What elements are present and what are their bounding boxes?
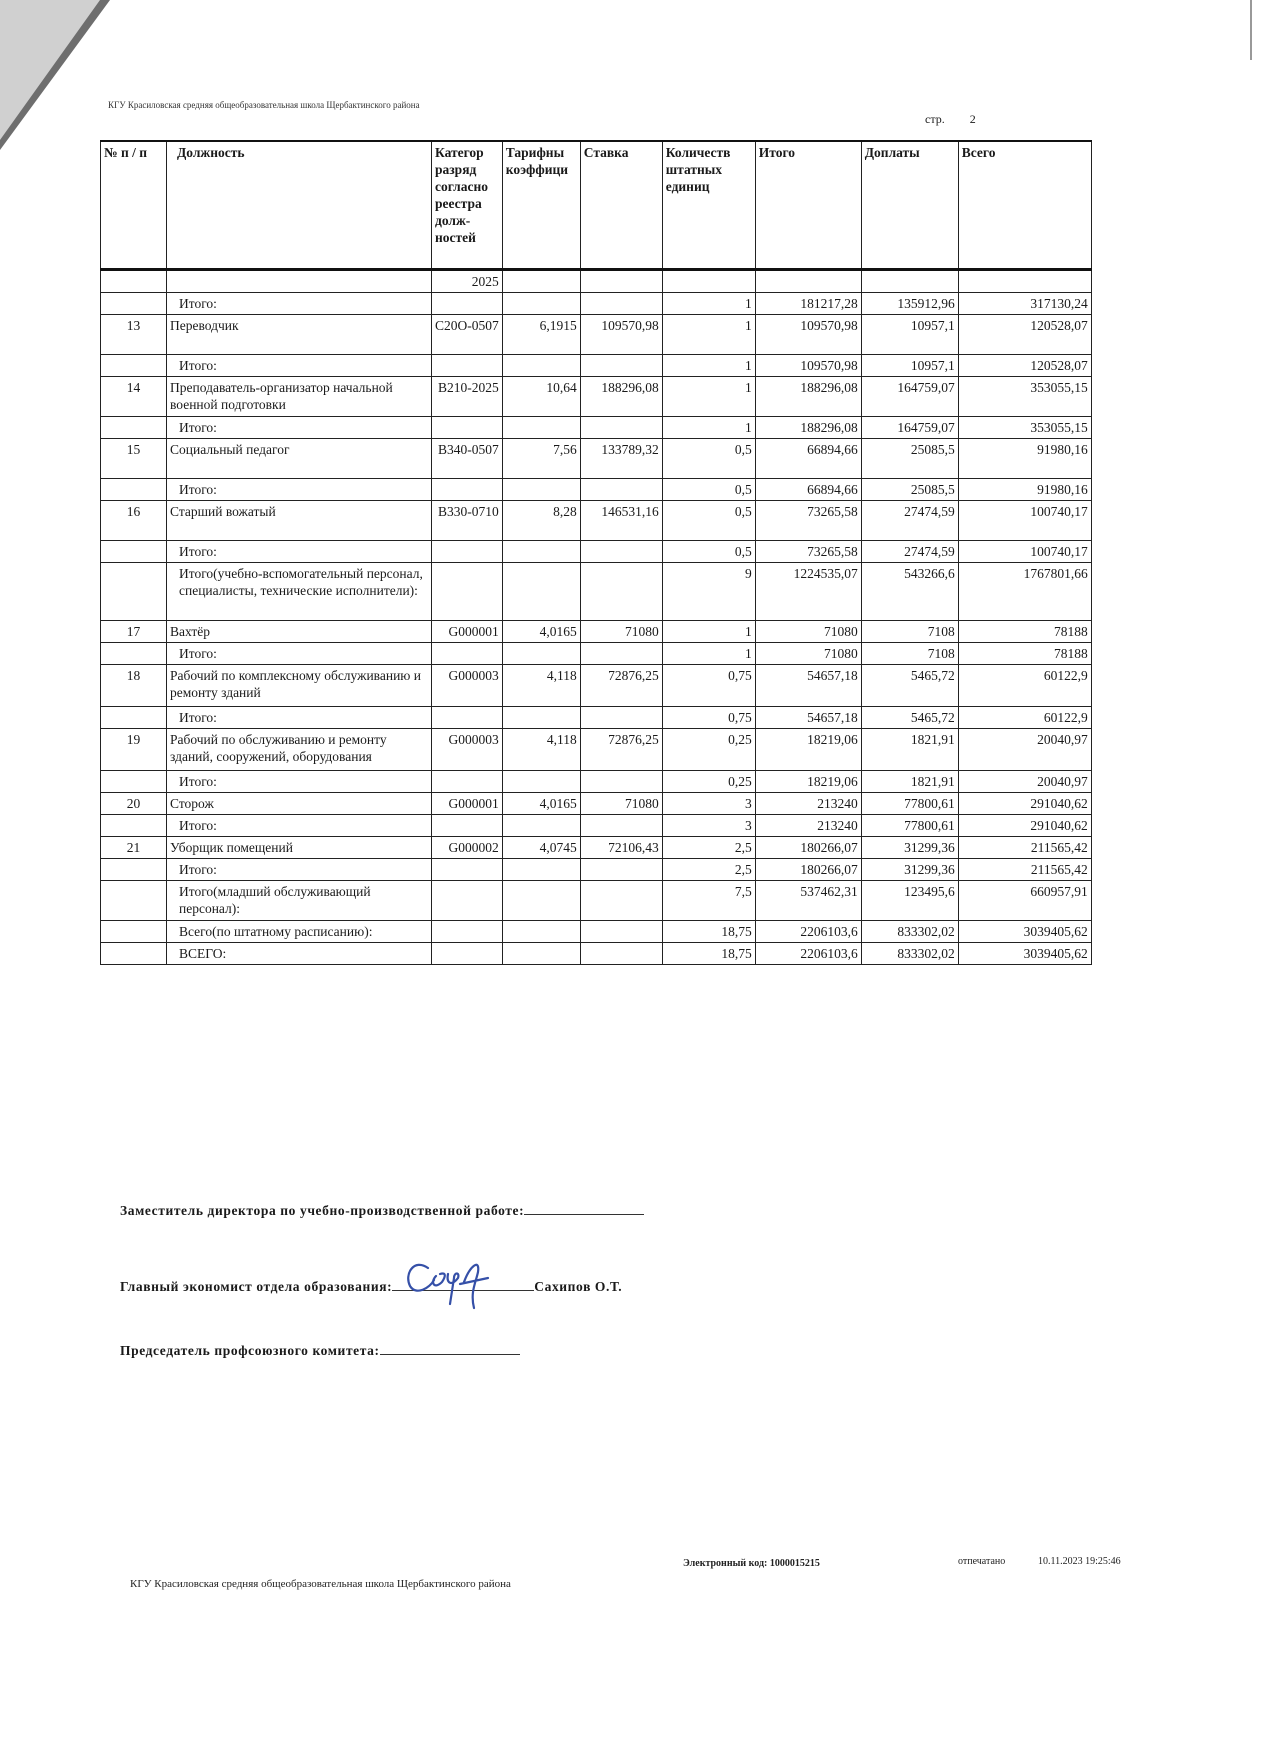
category-cell: G000003: [432, 664, 503, 706]
qty-cell: 1: [662, 354, 755, 376]
position-cell: Рабочий по комплексному обслуживанию и ремонту зданий: [167, 664, 432, 706]
itogo-cell: 180266,07: [755, 836, 861, 858]
rate-cell: [580, 770, 662, 792]
position-cell: Итого:: [167, 858, 432, 880]
rate-cell: [580, 814, 662, 836]
signature-deputy-label: Заместитель директора по учебно-производственной работе:: [120, 1203, 525, 1218]
row-number: [101, 562, 167, 620]
coef-cell: [502, 942, 580, 964]
coef-cell: [502, 292, 580, 314]
itogo-cell: 181217,28: [755, 292, 861, 314]
doplaty-cell: 25085,5: [861, 478, 958, 500]
category-cell: [432, 814, 503, 836]
col-header-qty: Количеств штатных единиц: [662, 141, 755, 269]
vsego-cell: 291040,62: [958, 792, 1091, 814]
itogo-cell: 54657,18: [755, 706, 861, 728]
position-cell: Всего(по штатному расписанию):: [167, 920, 432, 942]
category-cell: [432, 642, 503, 664]
rate-cell: [580, 706, 662, 728]
total-row: [101, 814, 1092, 836]
total-row: [101, 540, 1092, 562]
vsego-cell: 120528,07: [958, 314, 1091, 354]
coef-cell: [502, 478, 580, 500]
row-number: 18: [101, 664, 167, 706]
doplaty-cell: 164759,07: [861, 416, 958, 438]
rate-cell: [580, 920, 662, 942]
rate-cell: 72876,25: [580, 664, 662, 706]
coef-cell: [502, 354, 580, 376]
total-row: [101, 642, 1092, 664]
vsego-cell: 317130,24: [958, 292, 1091, 314]
itogo-cell: 188296,08: [755, 416, 861, 438]
table-row: [101, 836, 1092, 858]
doplaty-cell: 10957,1: [861, 314, 958, 354]
itogo-cell: 2206103,6: [755, 942, 861, 964]
table-row: [101, 664, 1092, 706]
table-row: [101, 500, 1092, 540]
doplaty-cell: 10957,1: [861, 354, 958, 376]
coef-cell: 8,28: [502, 500, 580, 540]
coef-cell: 4,0745: [502, 836, 580, 858]
signature-union-line: [380, 1354, 520, 1355]
itogo-cell: 18219,06: [755, 728, 861, 770]
row-number: [101, 354, 167, 376]
signature-deputy-line: [524, 1214, 644, 1215]
category-cell: [432, 354, 503, 376]
col-header-coef: Тарифны коэффици: [502, 141, 580, 269]
rate-cell: [580, 540, 662, 562]
row-number: 17: [101, 620, 167, 642]
category-cell: В330-0710: [432, 500, 503, 540]
doplaty-cell: 164759,07: [861, 376, 958, 416]
staff-schedule-table: [100, 140, 1092, 965]
signature-deputy: [120, 1203, 644, 1219]
page-number-value: 2: [969, 112, 976, 126]
col-header-doplaty: Доплаты: [861, 141, 958, 269]
vsego-cell: 91980,16: [958, 438, 1091, 478]
vsego-cell: 60122,9: [958, 706, 1091, 728]
coef-cell: 10,64: [502, 376, 580, 416]
position-cell: Итого:: [167, 540, 432, 562]
total-row: [101, 416, 1092, 438]
coef-cell: 4,0165: [502, 792, 580, 814]
qty-cell: 0,5: [662, 438, 755, 478]
qty-cell: 18,75: [662, 920, 755, 942]
position-cell: Итого:: [167, 292, 432, 314]
total-row: [101, 562, 1092, 620]
row-number: 21: [101, 836, 167, 858]
doplaty-cell: 543266,6: [861, 562, 958, 620]
doplaty-cell: 77800,61: [861, 814, 958, 836]
qty-cell: 0,75: [662, 664, 755, 706]
col-header-category: Категор разряд согласно реестра долж-ностей: [432, 141, 503, 269]
coef-cell: 7,56: [502, 438, 580, 478]
vsego-cell: 211565,42: [958, 836, 1091, 858]
row-number: [101, 880, 167, 920]
rate-cell: [580, 562, 662, 620]
doplaty-cell: 31299,36: [861, 836, 958, 858]
vsego-cell: 100740,17: [958, 500, 1091, 540]
row-number: [101, 706, 167, 728]
rate-cell: 71080: [580, 620, 662, 642]
coef-cell: 4,118: [502, 664, 580, 706]
itogo-cell: 66894,66: [755, 478, 861, 500]
position-cell: Итого:: [167, 642, 432, 664]
doplaty-cell: 135912,96: [861, 292, 958, 314]
organization-header: КГУ Красиловская средняя общеобразовательная школа Щербактинского района: [108, 100, 420, 110]
qty-cell: 1: [662, 416, 755, 438]
position-cell: Рабочий по обслуживанию и ремонту зданий, сооружений, оборудования: [167, 728, 432, 770]
qty-cell: 9: [662, 562, 755, 620]
row-number: [101, 770, 167, 792]
vsego-cell: 78188: [958, 642, 1091, 664]
total-row: [101, 858, 1092, 880]
coef-cell: [502, 814, 580, 836]
qty-cell: 2,5: [662, 858, 755, 880]
signature-economist-line: [392, 1290, 534, 1291]
table-row: [101, 376, 1092, 416]
itogo-cell: 109570,98: [755, 314, 861, 354]
row-number: [101, 858, 167, 880]
position-cell: Переводчик: [167, 314, 432, 354]
vsego-cell: 60122,9: [958, 664, 1091, 706]
itogo-cell: 188296,08: [755, 376, 861, 416]
doplaty-cell: 833302,02: [861, 920, 958, 942]
itogo-cell: 1224535,07: [755, 562, 861, 620]
qty-cell: 1: [662, 642, 755, 664]
itogo-cell: 18219,06: [755, 770, 861, 792]
qty-cell: 0,25: [662, 728, 755, 770]
row-number: [101, 292, 167, 314]
row-number: 20: [101, 792, 167, 814]
table-header-row: [101, 141, 1092, 269]
rate-cell: [580, 416, 662, 438]
category-cell: G000001: [432, 792, 503, 814]
col-header-no: № п / п: [101, 141, 167, 269]
vsego-cell: 291040,62: [958, 814, 1091, 836]
rate-cell: 72876,25: [580, 728, 662, 770]
rate-cell: [580, 478, 662, 500]
total-row: [101, 942, 1092, 964]
doplaty-cell: 27474,59: [861, 540, 958, 562]
coef-cell: 4,118: [502, 728, 580, 770]
vsego-cell: 660957,91: [958, 880, 1091, 920]
vsego-cell: 353055,15: [958, 416, 1091, 438]
rate-cell: [580, 642, 662, 664]
rate-cell: 146531,16: [580, 500, 662, 540]
rate-cell: 71080: [580, 792, 662, 814]
coef-cell: [502, 642, 580, 664]
rate-cell: [580, 354, 662, 376]
page-number: [925, 112, 976, 127]
col-header-itogo: Итого: [755, 141, 861, 269]
category-cell: [432, 416, 503, 438]
row-number: [101, 942, 167, 964]
doplaty-cell: 1821,91: [861, 728, 958, 770]
itogo-cell: 73265,58: [755, 500, 861, 540]
position-cell: Итого(младший обслуживающий персонал):: [167, 880, 432, 920]
printed-timestamp: 10.11.2023 19:25:46: [1038, 1556, 1121, 1567]
table-row: [101, 438, 1092, 478]
category-cell: [432, 770, 503, 792]
position-cell: ВСЕГО:: [167, 942, 432, 964]
table-row: [101, 792, 1092, 814]
itogo-cell: 213240: [755, 792, 861, 814]
doplaty-cell: 1821,91: [861, 770, 958, 792]
position-cell: Старший вожатый: [167, 500, 432, 540]
coef-cell: 6,1915: [502, 314, 580, 354]
vsego-cell: 211565,42: [958, 858, 1091, 880]
total-row: [101, 478, 1092, 500]
doplaty-cell: 7108: [861, 620, 958, 642]
position-cell: Итого:: [167, 416, 432, 438]
qty-cell: 1: [662, 376, 755, 416]
vsego-cell: 3039405,62: [958, 942, 1091, 964]
rate-cell: 109570,98: [580, 314, 662, 354]
vsego-cell: 1767801,66: [958, 562, 1091, 620]
rate-cell: [580, 942, 662, 964]
category-cell: [432, 942, 503, 964]
organization-footer: КГУ Красиловская средняя общеобразовательная школа Щербактинского района: [130, 1578, 511, 1590]
position-cell: Сторож: [167, 792, 432, 814]
vsego-cell: 78188: [958, 620, 1091, 642]
handwritten-signature-icon: [400, 1252, 520, 1312]
itogo-cell: 109570,98: [755, 354, 861, 376]
vsego-cell: 91980,16: [958, 478, 1091, 500]
rate-cell: [580, 880, 662, 920]
itogo-cell: 71080: [755, 642, 861, 664]
qty-cell: 3: [662, 814, 755, 836]
doplaty-cell: 123495,6: [861, 880, 958, 920]
coef-cell: 4,0165: [502, 620, 580, 642]
doplaty-cell: 833302,02: [861, 942, 958, 964]
qty-cell: 1: [662, 292, 755, 314]
category-cell: В340-0507: [432, 438, 503, 478]
row-number: [101, 920, 167, 942]
vsego-cell: 3039405,62: [958, 920, 1091, 942]
coef-cell: [502, 858, 580, 880]
qty-cell: 0,5: [662, 500, 755, 540]
doplaty-cell: 5465,72: [861, 664, 958, 706]
col-header-position: Должность: [167, 141, 432, 269]
position-cell: Итого:: [167, 814, 432, 836]
total-row: [101, 706, 1092, 728]
qty-cell: 2,5: [662, 836, 755, 858]
table-body: [101, 269, 1092, 964]
itogo-cell: 537462,31: [755, 880, 861, 920]
category-cell: G000003: [432, 728, 503, 770]
doplaty-cell: 31299,36: [861, 858, 958, 880]
position-cell: Вахтёр: [167, 620, 432, 642]
col-header-vsego: Всего: [958, 141, 1091, 269]
signature-union: [120, 1343, 520, 1359]
economist-name: Сахипов О.Т.: [534, 1279, 623, 1294]
printed-label: отпечатано: [958, 1556, 1006, 1567]
signature-union-label: Председатель профсоюзного комитета:: [120, 1343, 380, 1358]
coef-cell: [502, 416, 580, 438]
qty-cell: 0,75: [662, 706, 755, 728]
rate-cell: 72106,43: [580, 836, 662, 858]
coef-cell: [502, 770, 580, 792]
page-fold: [0, 0, 100, 140]
qty-cell: 3: [662, 792, 755, 814]
carry-year: 2025: [432, 269, 503, 292]
table-row: [101, 620, 1092, 642]
category-cell: [432, 920, 503, 942]
qty-cell: 1: [662, 620, 755, 642]
itogo-cell: 66894,66: [755, 438, 861, 478]
row-number: [101, 416, 167, 438]
category-cell: [432, 540, 503, 562]
qty-cell: 18,75: [662, 942, 755, 964]
category-cell: С20О-0507: [432, 314, 503, 354]
row-number: [101, 814, 167, 836]
rate-cell: [580, 858, 662, 880]
table-row: [101, 314, 1092, 354]
qty-cell: 0,5: [662, 540, 755, 562]
doplaty-cell: 7108: [861, 642, 958, 664]
signature-economist: [120, 1279, 622, 1295]
total-row: [101, 354, 1092, 376]
coef-cell: [502, 540, 580, 562]
vsego-cell: 120528,07: [958, 354, 1091, 376]
itogo-cell: 71080: [755, 620, 861, 642]
table-row: [101, 728, 1092, 770]
coef-cell: [502, 880, 580, 920]
signature-economist-label: Главный экономист отдела образования:: [120, 1279, 393, 1294]
rate-cell: 133789,32: [580, 438, 662, 478]
doplaty-cell: 27474,59: [861, 500, 958, 540]
doplaty-cell: 77800,61: [861, 792, 958, 814]
rate-cell: [580, 292, 662, 314]
itogo-cell: 180266,07: [755, 858, 861, 880]
row-number: 16: [101, 500, 167, 540]
coef-cell: [502, 562, 580, 620]
total-row: [101, 920, 1092, 942]
category-cell: [432, 292, 503, 314]
qty-cell: 0,5: [662, 478, 755, 500]
total-row: [101, 770, 1092, 792]
scan-edge: [1250, 0, 1252, 60]
electronic-code: Электронный код: 1000015215: [683, 1558, 820, 1569]
row-number: 13: [101, 314, 167, 354]
coef-cell: [502, 706, 580, 728]
position-cell: Итого:: [167, 478, 432, 500]
position-cell: Преподаватель-организатор начальной военной подготовки: [167, 376, 432, 416]
position-cell: Итого:: [167, 354, 432, 376]
itogo-cell: 54657,18: [755, 664, 861, 706]
category-cell: В210-2025: [432, 376, 503, 416]
vsego-cell: 353055,15: [958, 376, 1091, 416]
position-cell: Итого:: [167, 770, 432, 792]
row-number: 14: [101, 376, 167, 416]
category-cell: [432, 706, 503, 728]
category-cell: G000002: [432, 836, 503, 858]
row-number: [101, 540, 167, 562]
category-cell: [432, 478, 503, 500]
position-cell: Итого:: [167, 706, 432, 728]
rate-cell: 188296,08: [580, 376, 662, 416]
page-label: стр.: [925, 112, 945, 126]
row-number: 19: [101, 728, 167, 770]
itogo-cell: 213240: [755, 814, 861, 836]
coef-cell: [502, 920, 580, 942]
row-number: 15: [101, 438, 167, 478]
total-row: [101, 880, 1092, 920]
position-cell: Уборщик помещений: [167, 836, 432, 858]
total-row: [101, 292, 1092, 314]
vsego-cell: 100740,17: [958, 540, 1091, 562]
row-number: [101, 478, 167, 500]
position-cell: Социальный педагог: [167, 438, 432, 478]
doplaty-cell: 25085,5: [861, 438, 958, 478]
qty-cell: 1: [662, 314, 755, 354]
category-cell: [432, 880, 503, 920]
position-cell: Итого(учебно-вспомогательный персонал, специалисты, технические исполнители):: [167, 562, 432, 620]
vsego-cell: 20040,97: [958, 728, 1091, 770]
category-cell: G000001: [432, 620, 503, 642]
itogo-cell: 73265,58: [755, 540, 861, 562]
row-number: [101, 642, 167, 664]
doplaty-cell: 5465,72: [861, 706, 958, 728]
qty-cell: 7,5: [662, 880, 755, 920]
category-cell: [432, 858, 503, 880]
col-header-rate: Ставка: [580, 141, 662, 269]
qty-cell: 0,25: [662, 770, 755, 792]
carry-row: [101, 269, 1092, 292]
vsego-cell: 20040,97: [958, 770, 1091, 792]
category-cell: [432, 562, 503, 620]
itogo-cell: 2206103,6: [755, 920, 861, 942]
